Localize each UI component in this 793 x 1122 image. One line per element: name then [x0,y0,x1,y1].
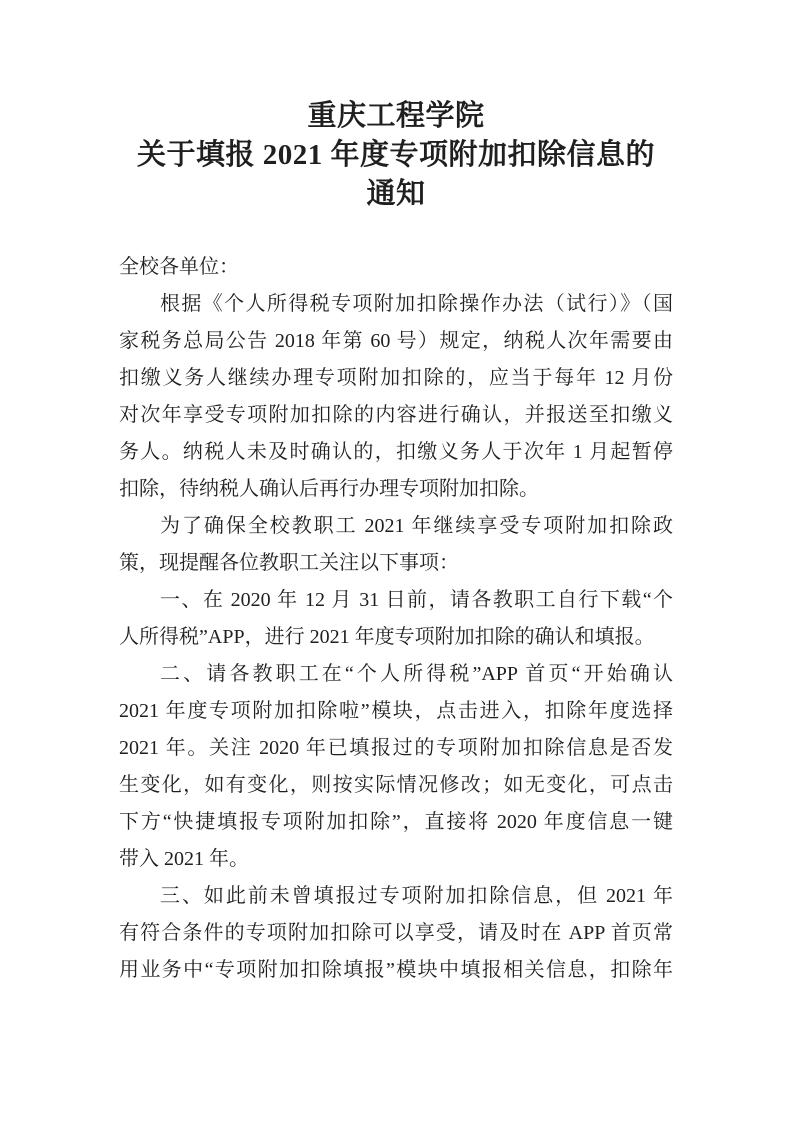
body-line: 2021 年度专项附加扣除啦”模块，点击进入，扣除年度选择 [119,700,673,722]
body-line: 对次年享受专项附加扣除的内容进行确认，并报送至扣缴义 [119,404,673,426]
title-line-org: 重庆工程学院 [307,100,485,132]
body-line: 根据《个人所得税专项附加扣除操作办法（试行）》（国 [160,293,673,315]
body-line: 务人。纳税人未及时确认的，扣缴义务人于次年 1 月起暂停 [119,441,673,463]
body-line: 为了确保全校教职工 2021 年继续享受专项附加扣除政 [160,515,673,537]
body-line: 人所得税”APP，进行 2021 年度专项附加扣除的确认和填报。 [119,626,655,648]
title-line-notice: 通知 [366,178,426,210]
document-title [119,97,673,214]
body-line: 用业务中“专项附加扣除填报”模块中填报相关信息，扣除年 [119,959,673,981]
body-line: 生变化，如有变化，则按实际情况修改；如无变化，可点击 [119,774,673,796]
body-line: 有符合条件的专项附加扣除可以享受，请及时在 APP 首页常 [119,922,673,944]
body-line: 带入 2021 年。 [119,848,249,870]
body-line: 二、请各教职工在“个人所得税”APP 首页“开始确认 [160,663,673,685]
body-line: 扣缴义务人继续办理专项附加扣除的，应当于每年 12 月份 [119,367,673,389]
salutation-line: 全校各单位： [119,256,239,278]
body-line: 三、如此前未曾填报过专项附加扣除信息，但 2021 年 [160,885,673,907]
body-line: 2021 年。关注 2020 年已填报过的专项附加扣除信息是否发 [119,737,673,759]
body-line: 策，现提醒各位教职工关注以下事项： [119,552,459,574]
title-line-subject: 关于填报 2021 年度专项附加扣除信息的 [136,139,655,171]
body-line: 家税务总局公告 2018 年第 60 号）规定，纳税人次年需要由 [119,330,673,352]
body-line: 一、在 2020 年 12 月 31 日前，请各教职工自行下载“个 [160,589,673,611]
body-line: 下方“快捷填报专项附加扣除”，直接将 2020 年度信息一键 [119,811,673,833]
document-body [119,249,673,989]
body-line: 扣除，待纳税人确认后再行办理专项附加扣除。 [119,478,539,500]
